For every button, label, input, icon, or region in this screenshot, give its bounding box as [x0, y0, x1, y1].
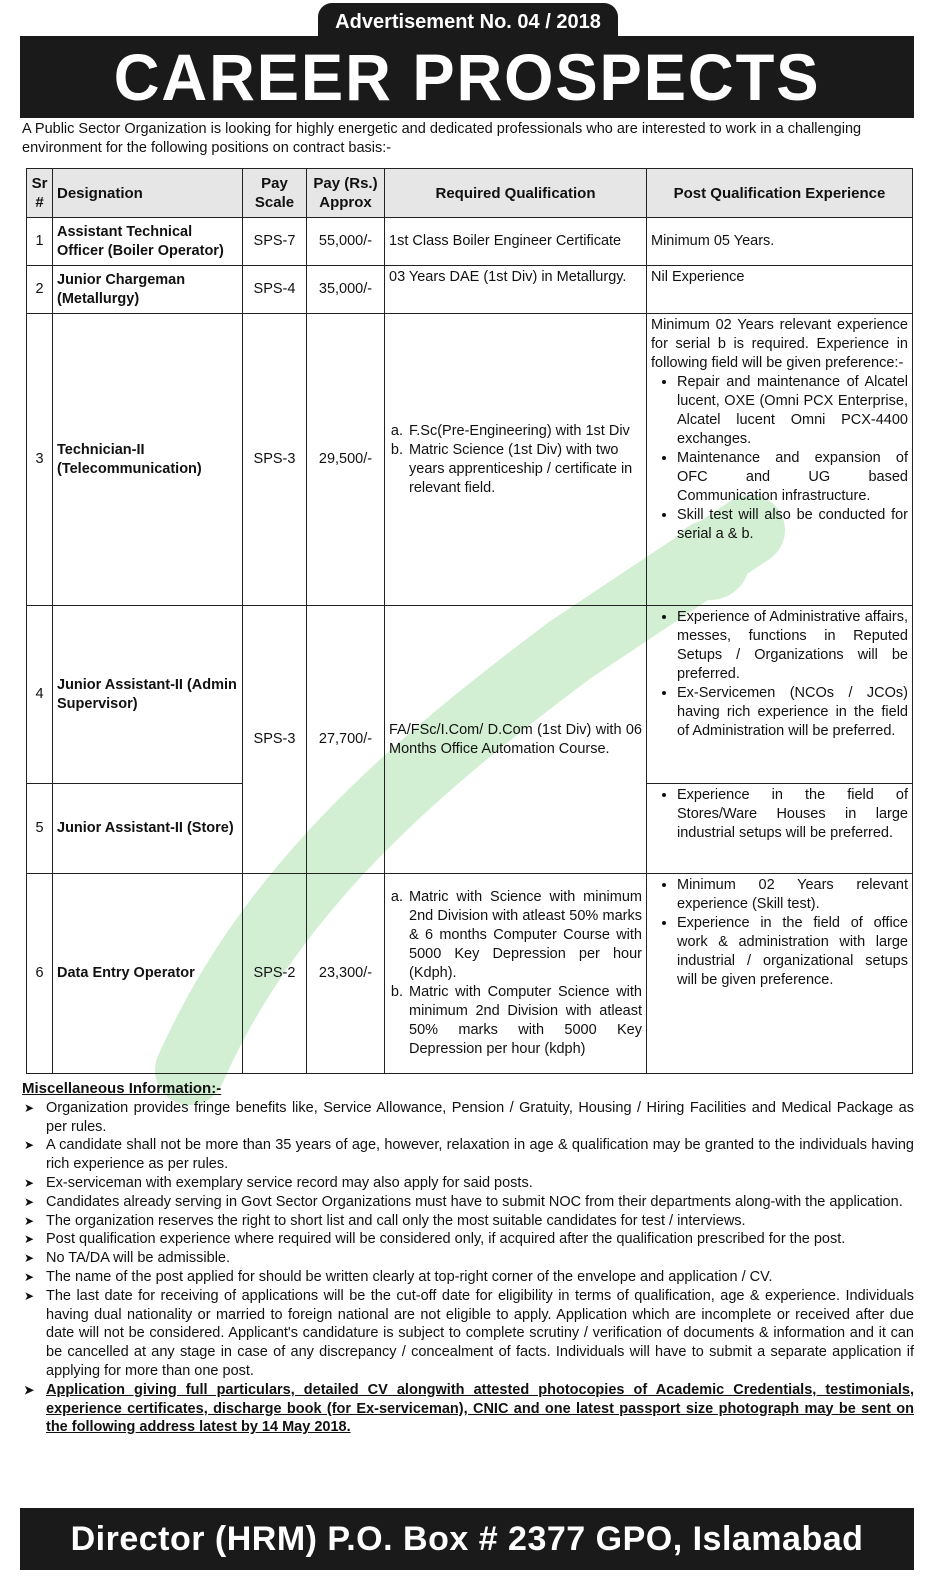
qualification-option: a. Matric with Science with minimum 2nd Division with atleast 50% marks & 6 months Computer Course with 5000 Key Depression per hour (Kdph). — [407, 888, 642, 983]
header-pay-scale: Pay Scale — [243, 169, 307, 218]
list-item — [22, 1193, 914, 1212]
experience-list — [651, 786, 908, 843]
qualification-option: b. Matric Science (1st Div) with two years apprenticeship / certificate in relevant field. — [407, 441, 642, 498]
row-qualification: 03 Years DAE (1st Div) in Metallurgy. — [385, 266, 647, 314]
misc-section — [22, 1080, 914, 1437]
arrow-bullet-icon: ➤ — [24, 1100, 35, 1115]
table-row — [27, 266, 913, 314]
misc-item-text: No TA/DA will be admissible. — [46, 1250, 231, 1267]
row-experience — [647, 874, 913, 1074]
row-pay: 27,700/- — [307, 606, 385, 874]
experience-item: • Maintenance and expansion of OFC and UG based Communication infrastructure. — [677, 449, 908, 506]
arrow-bullet-icon: ➤ — [24, 1269, 35, 1284]
qualification-option: b. Matric with Computer Science with minimum 2nd Division with atleast 50% marks with 5000 Key Depression per hour (kdph) — [407, 983, 642, 1059]
experience-item: • Experience in the field of office work & administration with large industrial / organizational setups will be given preference. — [677, 914, 908, 990]
misc-item-text: Organization provides fringe benefits like, Service Allowance, Pension / Gratuity, Housing / Hiring Facilities and Medical Package as per rules. — [46, 1099, 914, 1135]
header-qualification: Required Qualification — [385, 169, 647, 218]
arrow-bullet-icon: ➤ — [24, 1288, 35, 1303]
experience-list — [651, 876, 908, 990]
arrow-bullet-icon: ➤ — [24, 1194, 35, 1209]
row-experience: Nil Experience — [647, 266, 913, 314]
experience-item: • Skill test will also be conducted for serial a & b. — [677, 506, 908, 544]
qualification-option: a. F.Sc(Pre-Engineering) with 1st Div — [407, 422, 642, 441]
table-header-row — [27, 169, 913, 218]
misc-list — [22, 1099, 914, 1437]
header-sr: Sr # — [27, 169, 53, 218]
row-pay: 55,000/- — [307, 218, 385, 266]
row-designation: Junior Assistant-II (Admin Supervisor) — [53, 606, 243, 784]
row-sr: 5 — [27, 784, 53, 874]
row-qualification: FA/FSc/I.Com/ D.Com (1st Div) with 06 Months Office Automation Course. — [385, 606, 647, 874]
row-experience: Minimum 05 Years. — [647, 218, 913, 266]
experience-item: • Minimum 02 Years relevant experience (Skill test). — [677, 876, 908, 914]
row-experience — [647, 784, 913, 874]
row-qualification: 1st Class Boiler Engineer Certificate — [385, 218, 647, 266]
header-experience: Post Qualification Experience — [647, 169, 913, 218]
intro-text: A Public Sector Organization is looking for highly energetic and dedicated professionals who are interested to work in a challenging environment for the following positions on contract basis:- — [22, 121, 862, 156]
experience-item: • Repair and maintenance of Alcatel lucent, OXE (Omni PCX Enterprise, Alcatel lucent Omni PCX-4400 exchanges. — [677, 373, 908, 449]
header-pay: Pay (Rs.) Approx — [307, 169, 385, 218]
arrow-bullet-icon: ➤ — [24, 1232, 35, 1247]
advertisement-number: Advertisement No. 04 / 2018 — [318, 3, 618, 39]
arrow-bullet-icon: ➤ — [24, 1175, 35, 1190]
arrow-bullet-icon: ➤ — [24, 1382, 35, 1397]
row-sr: 4 — [27, 606, 53, 784]
row-pay-scale: SPS-3 — [243, 314, 307, 606]
experience-list — [651, 373, 908, 544]
list-item — [22, 1136, 914, 1174]
header-band — [20, 36, 914, 118]
list-item — [22, 1212, 914, 1231]
table-row — [27, 874, 913, 1074]
qualification-list — [389, 422, 642, 498]
row-designation: Data Entry Operator — [53, 874, 243, 1074]
experience-list — [651, 608, 908, 741]
list-item — [22, 1249, 914, 1268]
row-designation: Junior Chargeman (Metallurgy) — [53, 266, 243, 314]
row-pay: 35,000/- — [307, 266, 385, 314]
list-item — [22, 1099, 914, 1137]
experience-item: • Experience in the field of Stores/Ware Houses in large industrial setups will be preferred. — [677, 786, 908, 843]
misc-item-text: The last date for receiving of applications will be the cut-off date for eligibility in terms of qualification, age & experience. Individuals having dual nationality or married to foreign national are not eligible to apply. Application which are incomplete or received after due date will not be considered. Applicant's candidature is subject to complete scrutiny / verification of documents & information and it can be cancelled at any stage in case of any discrepancy / concealment of facts. Individuals will have to submit a separate application if applying for more than one post. — [46, 1287, 914, 1379]
list-item — [22, 1381, 914, 1437]
row-pay-scale: SPS-2 — [243, 874, 307, 1074]
row-pay: 29,500/- — [307, 314, 385, 606]
positions-table — [26, 168, 913, 1074]
row-sr: 1 — [27, 218, 53, 266]
row-pay-scale: SPS-4 — [243, 266, 307, 314]
row-pay-scale: SPS-7 — [243, 218, 307, 266]
row-qualification — [385, 874, 647, 1074]
row-experience — [647, 606, 913, 784]
row-sr: 6 — [27, 874, 53, 1074]
table-row — [27, 314, 913, 606]
list-item — [22, 1268, 914, 1287]
list-item — [22, 1287, 914, 1381]
row-designation: Assistant Technical Officer (Boiler Operator) — [53, 218, 243, 266]
experience-item: • Experience of Administrative affairs, messes, functions in Reputed Setups / Organizations will be preferred. — [677, 608, 908, 684]
misc-item-text: The organization reserves the right to short list and call only the most suitable candidates for test / interviews. — [46, 1212, 746, 1229]
table-row — [27, 218, 913, 266]
page-title: CAREER PROSPECTS — [113, 40, 821, 114]
experience-intro: Minimum 02 Years relevant experience for serial b is required. Experience in following field will be given preference:- — [651, 317, 908, 371]
misc-item-text: Ex-serviceman with exemplary service record may also apply for said posts. — [46, 1174, 533, 1191]
table-row — [27, 606, 913, 784]
misc-item-text: A candidate shall not be more than 35 years of age, however, relaxation in age & qualification may be granted to the individuals having rich experience as per rules. — [46, 1137, 914, 1173]
row-pay: 23,300/- — [307, 874, 385, 1074]
misc-item-text: The name of the post applied for should be written clearly at top-right corner of the envelope and application / CV. — [46, 1268, 773, 1285]
list-item — [22, 1230, 914, 1249]
arrow-bullet-icon: ➤ — [24, 1213, 35, 1228]
qualification-list — [389, 888, 642, 1059]
experience-item: • Ex-Servicemen (NCOs / JCOs) having rich experience in the field of Administration will be preferred. — [677, 684, 908, 741]
misc-heading: Miscellaneous Information:- — [22, 1080, 222, 1097]
arrow-bullet-icon: ➤ — [24, 1251, 35, 1266]
row-designation: Junior Assistant-II (Store) — [53, 784, 243, 874]
row-sr: 3 — [27, 314, 53, 606]
row-sr: 2 — [27, 266, 53, 314]
row-qualification — [385, 314, 647, 606]
row-pay-scale: SPS-3 — [243, 606, 307, 874]
header-designation: Designation — [53, 169, 243, 218]
list-item — [22, 1174, 914, 1193]
misc-item-text: Candidates already serving in Govt Sector Organizations must have to submit NOC from their departments along-with the application. — [46, 1193, 903, 1210]
misc-item-text: Post qualification experience where required will be considered only, if acquired after the qualification prescribed for the post. — [46, 1231, 846, 1248]
row-experience — [647, 314, 913, 606]
misc-item-text: Application giving full particulars, detailed CV alongwith attested photocopies of Academic Credentials, testimonials, experience certificates, discharge book (for Ex-serviceman), CNIC and one latest passport size photograph may be sent on the following address latest by 14 May 2018. — [46, 1381, 914, 1436]
row-designation: Technician-II (Telecommunication) — [53, 314, 243, 606]
arrow-bullet-icon: ➤ — [24, 1138, 35, 1153]
footer-address: Director (HRM) P.O. Box # 2377 GPO, Islamabad — [20, 1508, 914, 1570]
